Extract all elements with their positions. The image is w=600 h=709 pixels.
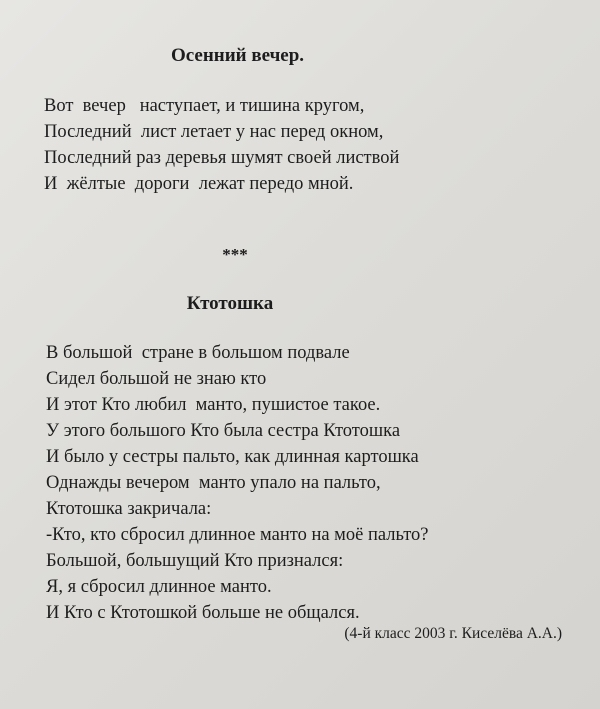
poem1-stanza bbox=[44, 93, 399, 197]
attribution: (4-й класс 2003 г. Киселёва А.А.) bbox=[344, 625, 562, 642]
poem-line: Большой, большущий Кто признался: bbox=[46, 551, 344, 571]
poem-line: Последний лист летает у нас перед окном, bbox=[44, 122, 384, 142]
poem-line: И было у сестры пальто, как длинная картошка bbox=[46, 447, 419, 467]
poem-line: У этого большого Кто была сестра Ктотошка bbox=[46, 421, 401, 441]
poem-line: Последний раз деревья шумят своей листвой bbox=[44, 148, 400, 168]
poem2-stanza bbox=[46, 340, 429, 626]
poem-line: И этот Кто любил манто, пушистое такое. bbox=[46, 395, 381, 415]
poem1-title: Осенний вечер. bbox=[170, 45, 305, 66]
poem-line: Ктотошка закричала: bbox=[46, 499, 212, 519]
poem-line: И Кто с Ктотошкой больше не общался. bbox=[46, 603, 360, 623]
poem-line: Я, я сбросил длинное манто. bbox=[46, 577, 272, 597]
poem-line: Сидел большой не знаю кто bbox=[46, 369, 267, 389]
poem2-title: Ктотошка bbox=[186, 293, 274, 314]
poem-line: И жёлтые дороги лежат передо мной. bbox=[44, 174, 354, 194]
poem-line: Вот вечер наступает, и тишина кругом, bbox=[44, 96, 365, 116]
section-separator: *** bbox=[222, 245, 248, 264]
poem-line: В большой стране в большом подвале bbox=[46, 343, 350, 363]
poem-line: Однажды вечером манто упало на пальто, bbox=[46, 473, 381, 493]
poem-line: -Кто, кто сбросил длинное манто на моё пальто? bbox=[46, 525, 429, 545]
